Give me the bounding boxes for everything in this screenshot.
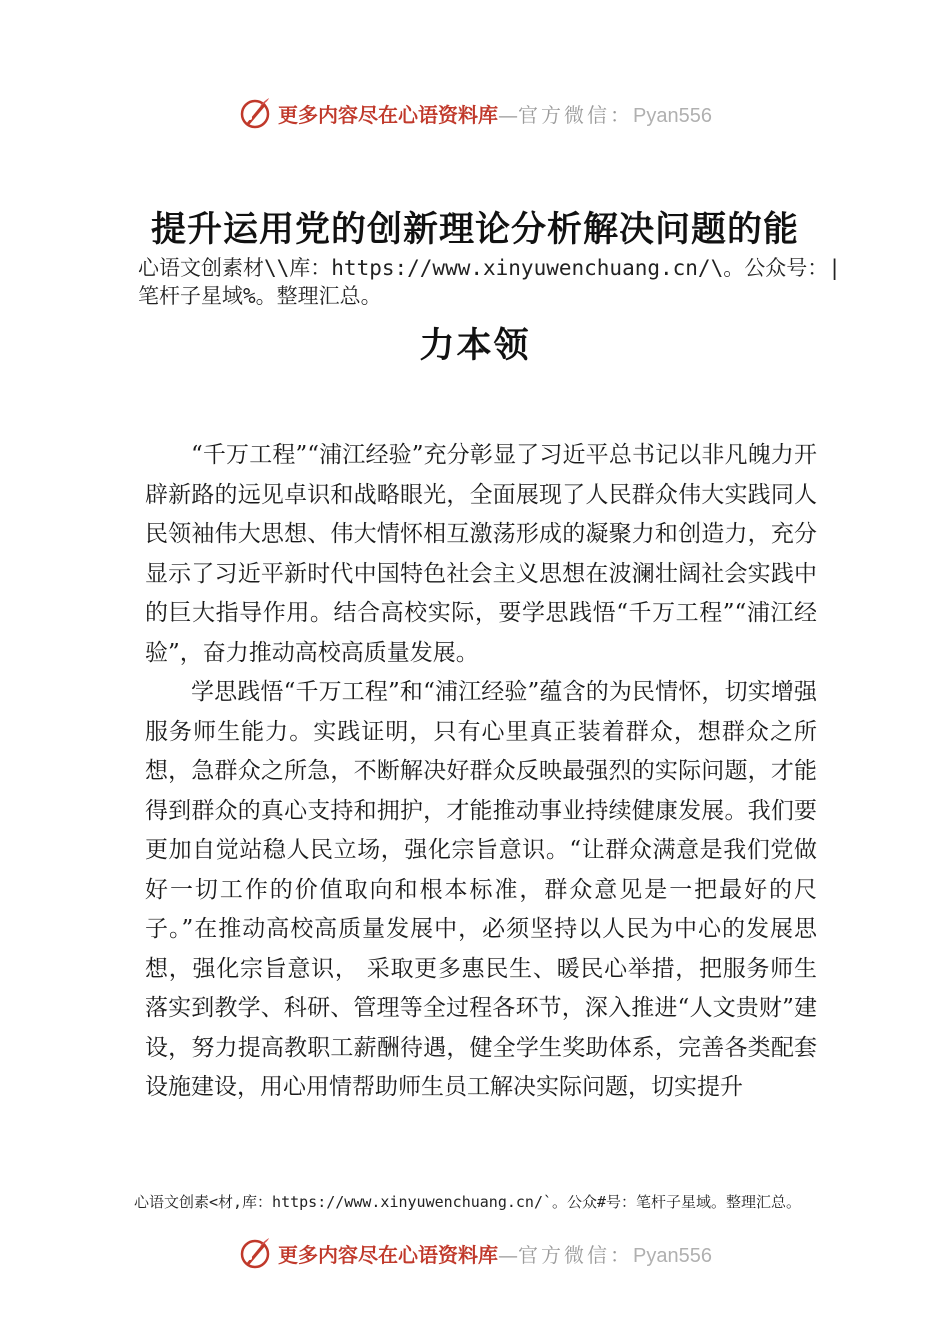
footer-banner [0,1233,950,1273]
source-watermark-inline: 心语文创素材\\库：https://www.xinyuwenchuang.cn/\。公众号：|笔杆子星域%。整理汇总。 [138,256,841,308]
banner-wechat: 官方微信： [518,102,634,127]
banner-wechat-id: Pyan556 [633,104,712,127]
banner-main: 更多内容尽在心语资料库 [278,1242,499,1267]
paragraph: “千万工程”“浦江经验”充分彰显了习近平总书记以非凡魄力开辟新路的远见卓识和战略眼光，全面展现了人民群众伟大实践同人民领袖伟大思想、伟大情怀相互激荡形成的凝聚力和创造力，充分显示了习近平新时代中国特色社会主义思想在波澜壮阔社会实践中的巨大指导作用。结合高校实际，要学思践悟“千万工程”“浦江经验”，奋力推动高校高质量发展。 [145,442,817,666]
header-banner [0,93,950,133]
document-body [145,436,817,1108]
document-title-line2: 力本领 [419,325,531,366]
quill-logo-icon [238,96,272,130]
source-watermark-footer: 心语文创素<材,库：https://www.xinyuwenchuang.cn/`。公众#号：笔杆子星域。整理汇总。 [134,1193,802,1211]
banner-main: 更多内容尽在心语资料库 [278,102,499,127]
banner-text [278,99,712,128]
banner-wechat-id: Pyan556 [633,1244,712,1267]
quill-logo-icon [238,1236,272,1270]
banner-dash: — [498,1242,519,1267]
document-title-line1: 提升运用党的创新理论分析解决问题的能 [150,209,799,250]
banner-wechat: 官方微信： [518,1242,634,1267]
banner-text [278,1239,712,1268]
paragraph: 学思践悟“千万工程”和“浦江经验”蕴含的为民情怀，切实增强服务师生能力。实践证明，只有心里真正装着群众，想群众之所想，急群众之所急，不断解决好群众反映最强烈的实际问题，才能得到群众的真心支持和拥护，才能推动事业持续健康发展。我们要更加自觉站稳人民立场，强化宗旨意识。“让群众满意是我们党做好一切工作的价值取向和根本标准，群众意见是一把最好的尺子。”在推动高校高质量发展中，必须坚持以人民为中心的发展思想，强化宗旨意识， 采取更多惠民生、暖民心举措，把服务师生落实到教学、科研、管理等全过程各环节，深入推进“人文贵财”建设，努力提高教职工薪酬待遇，健全学生奖助体系，完善各类配套设施建设，用心用情帮助师生员工解决实际问题，切实提升 [145,679,817,1100]
banner-dash: — [498,102,519,127]
